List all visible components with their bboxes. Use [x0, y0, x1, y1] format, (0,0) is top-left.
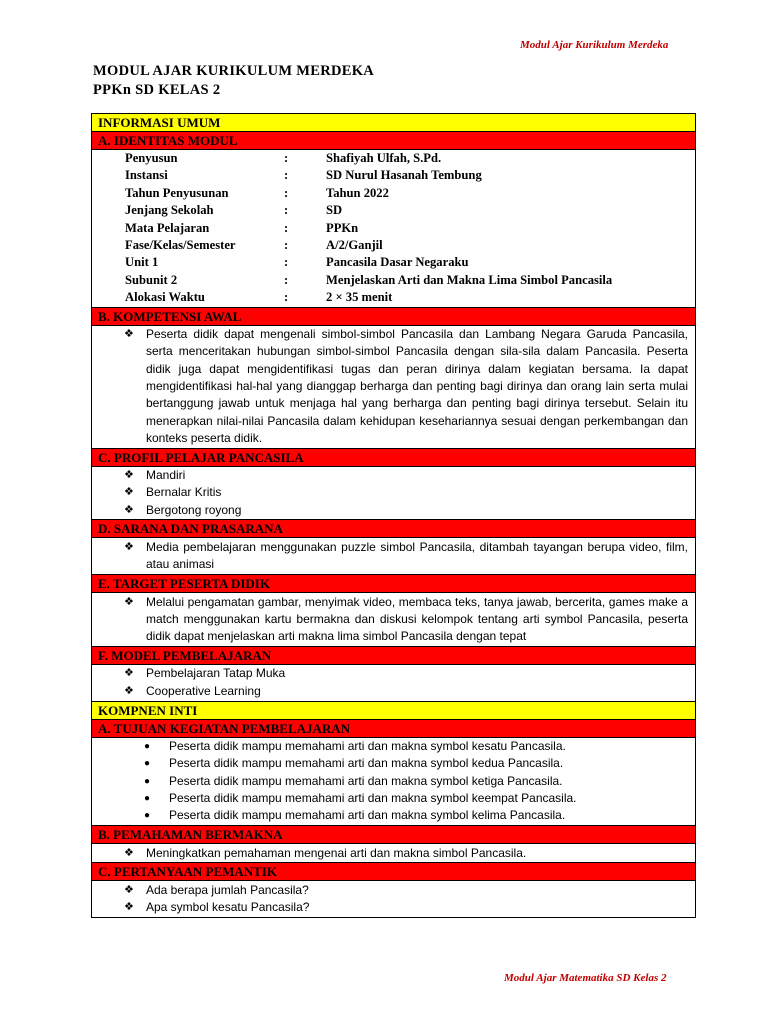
section-tujuan: A. TUJUAN KEGIATAN PEMBELAJARAN [92, 720, 695, 738]
identity-colon: : [284, 185, 289, 200]
section-identitas-modul: A. IDENTITAS MODUL [92, 132, 695, 150]
tujuan-list [92, 738, 695, 826]
identity-value: A/2/Ganjil [326, 237, 383, 252]
model-list [92, 665, 695, 702]
bullet-icon: ● [144, 792, 151, 804]
identity-key: Penyusun [125, 151, 178, 165]
list-item [92, 882, 695, 899]
diamond-bullet-icon: ❖ [124, 901, 134, 914]
identity-colon: : [284, 237, 289, 252]
section-informasi-umum: INFORMASI UMUM [92, 114, 695, 132]
diamond-bullet-icon: ❖ [124, 486, 134, 499]
list-item [92, 899, 695, 916]
identity-value: Pancasila Dasar Negaraku [326, 255, 469, 270]
kompetensi-awal-list [92, 326, 695, 449]
diamond-bullet-icon: ❖ [124, 667, 134, 680]
diamond-bullet-icon: ❖ [124, 684, 134, 697]
section-profil-pelajar: C. PROFIL PELAJAR PANCASILA [92, 449, 695, 467]
bullet-icon: ● [144, 758, 151, 770]
diamond-bullet-icon: ❖ [124, 503, 134, 516]
document-title [93, 62, 374, 100]
identity-row [125, 167, 689, 184]
list-item-text: Mandiri [146, 468, 186, 483]
section-pemahaman: B. PEMAHAMAN BERMAKNA [92, 826, 695, 844]
running-header: Modul Ajar Kurikulum Merdeka [520, 39, 669, 51]
target-list [92, 593, 695, 647]
diamond-bullet-icon: ❖ [124, 595, 134, 608]
identity-value: Tahun 2022 [326, 185, 389, 200]
identity-colon: : [284, 290, 289, 305]
identity-value: SD [326, 203, 343, 218]
section-target: E. TARGET PESERTA DIDIK [92, 575, 695, 593]
identity-colon: : [284, 220, 289, 235]
list-item [92, 484, 695, 501]
identity-value: Menjelaskan Arti dan Makna Lima Simbol Pancasila [326, 272, 613, 287]
identity-colon: : [284, 272, 289, 287]
list-item-text: Peserta didik mampu memahami arti dan makna symbol kesatu Pancasila. [169, 739, 566, 754]
bullet-icon: ● [144, 775, 151, 787]
identity-row [125, 202, 689, 219]
list-item [92, 502, 695, 519]
identity-row [125, 237, 689, 254]
list-item [92, 683, 695, 700]
list-item [92, 539, 695, 574]
identity-key: Unit 1 [125, 255, 159, 270]
list-item-text: Melalui pengamatan gambar, menyimak video, membaca teks, tanya jawab, bercerita, games make a match menggunakan kartu bermakna dan diskusi kelompok tentang arti symbol Pancasila, peserta didik dapat menjelaskan arti makna lima simbol Pancasila dengan tepat [146, 594, 688, 644]
list-item-text: Pembelajaran Tatap Muka [146, 666, 286, 681]
identity-key: Mata Pelajaran [125, 220, 210, 235]
list-item [92, 326, 695, 447]
identity-key: Jenjang Sekolah [125, 203, 214, 218]
sarana-list [92, 538, 695, 575]
list-item-text: Media pembelajaran menggunakan puzzle simbol Pancasila, ditambah tayangan berupa video, film, atau animasi [146, 539, 688, 572]
list-item-text: Apa symbol kesatu Pancasila? [146, 900, 310, 915]
running-footer: Modul Ajar Matematika SD Kelas 2 [504, 972, 667, 984]
identity-value: 2 × 35 menit [326, 290, 393, 305]
identity-value: Shafiyah Ulfah, S.Pd. [326, 151, 442, 165]
identity-value: SD Nurul Hasanah Tembung [326, 168, 482, 183]
list-item [92, 845, 695, 862]
identity-row [125, 185, 689, 202]
list-item [92, 755, 695, 772]
list-item-text: Bergotong royong [146, 502, 242, 517]
section-komponen-inti: KOMPNEN INTI [92, 702, 695, 720]
list-item [92, 807, 695, 824]
bullet-icon: ● [144, 741, 151, 753]
section-sarana: D. SARANA DAN PRASARANA [92, 520, 695, 538]
diamond-bullet-icon: ❖ [124, 846, 134, 859]
title-line-2: PPKn SD KELAS 2 [93, 82, 221, 98]
profil-pelajar-list [92, 467, 695, 521]
identity-colon: : [284, 255, 289, 270]
diamond-bullet-icon: ❖ [124, 328, 134, 341]
list-item-text: Peserta didik mampu memahami arti dan makna symbol keempat Pancasila. [169, 790, 577, 805]
diamond-bullet-icon: ❖ [124, 540, 134, 553]
identity-key: Subunit 2 [125, 272, 178, 287]
identity-key: Instansi [125, 168, 168, 183]
list-item-text: Peserta didik mampu memahami arti dan makna symbol kelima Pancasila. [169, 808, 566, 823]
diamond-bullet-icon: ❖ [124, 469, 134, 482]
identity-colon: : [284, 168, 289, 183]
diamond-bullet-icon: ❖ [124, 883, 134, 896]
title-line-1: MODUL AJAR KURIKULUM MERDEKA [93, 63, 375, 79]
list-item [92, 467, 695, 484]
module-table [91, 113, 696, 918]
identity-row [125, 220, 689, 237]
bullet-icon: ● [144, 810, 151, 822]
list-item [92, 738, 695, 755]
identity-key: Tahun Penyusunan [125, 185, 229, 200]
identity-colon: : [284, 203, 289, 218]
identity-value: PPKn [326, 220, 359, 235]
list-item-text: Ada berapa jumlah Pancasila? [146, 882, 309, 897]
section-model: F. MODEL PEMBELAJARAN [92, 647, 695, 665]
identity-row [125, 254, 689, 271]
list-item [92, 773, 695, 790]
list-item-text: Meningkatkan pemahaman mengenai arti dan makna simbol Pancasila. [146, 845, 527, 860]
identity-row [125, 272, 689, 289]
list-item-text: Peserta didik dapat mengenali simbol-simbol Pancasila dan Lambang Negara Garuda Pancasila, serta menceritakan hubungan simbol-simbol Pancasila dengan sila-sila dalam Pancasila. Peserta didik juga dapat mengidentifikasi tugas dan peran dirinya dalam kegiatan bersama. Ia dapat mengidentifikasi hal-hal yang dianggap berharga dan penting bagi dirinya dan orang lain serta mulai bertanggung jawab untuk menjaga hal yang berharga dan penting bagi dirinya tersebut. Selain itu menerapkan nilai-nilai Pancasila dalam kehidupan kesehariannya sesuai dengan perkembangan dan konteks peserta didik. [146, 327, 688, 445]
identity-block [92, 150, 695, 308]
identity-key: Fase/Kelas/Semester [125, 237, 236, 252]
list-item-text: Peserta didik mampu memahami arti dan makna symbol kedua Pancasila. [169, 756, 564, 771]
list-item-text: Peserta didik mampu memahami arti dan makna symbol ketiga Pancasila. [169, 773, 563, 788]
identity-key: Alokasi Waktu [125, 290, 205, 305]
list-item [92, 790, 695, 807]
pemahaman-list [92, 844, 695, 863]
pertanyaan-list [92, 881, 695, 917]
list-item [92, 594, 695, 646]
identity-row [125, 289, 689, 306]
list-item-text: Bernalar Kritis [146, 485, 222, 500]
section-kompetensi-awal: B. KOMPETENSI AWAL [92, 308, 695, 326]
identity-colon: : [284, 151, 289, 165]
list-item-text: Cooperative Learning [146, 683, 261, 698]
list-item [92, 665, 695, 682]
identity-row [125, 150, 689, 167]
section-pertanyaan: C. PERTANYAAN PEMANTIK [92, 863, 695, 881]
